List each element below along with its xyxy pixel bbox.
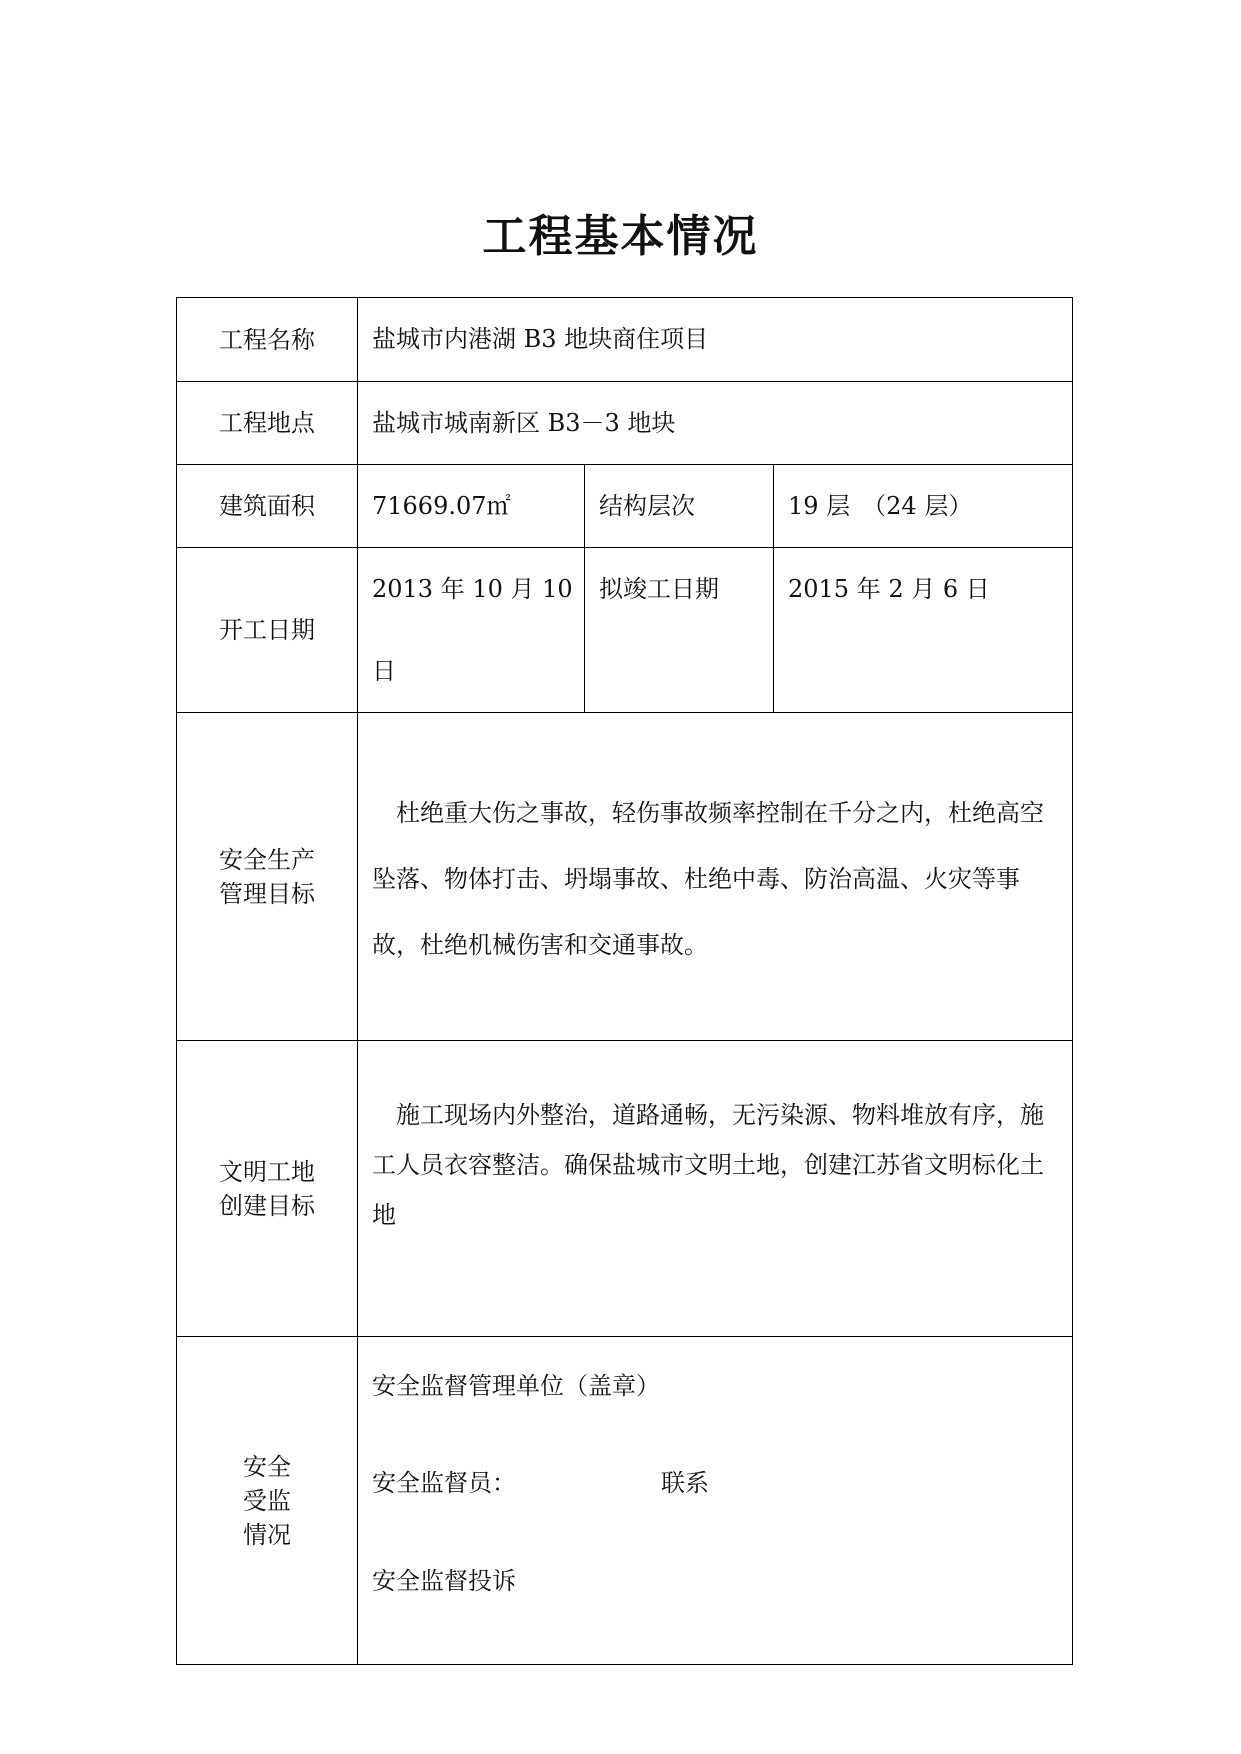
structure-value: 19 层 （24 层） xyxy=(788,492,973,520)
name-label: 工程名称 xyxy=(219,325,315,354)
location-label-cell xyxy=(177,382,357,464)
name-label-cell xyxy=(177,298,357,381)
finish-label: 拟竣工日期 xyxy=(599,575,719,603)
supervision-inspector: 安全监督员： xyxy=(372,1469,516,1497)
area-label: 建筑面积 xyxy=(219,492,315,520)
finish-value: 2015 年 2 月 6 日 xyxy=(788,575,990,603)
name-value: 盐城市内港湖 B3 地块商住项目 xyxy=(372,325,709,353)
table-border-right xyxy=(1072,297,1073,1665)
supervision-complaint: 安全监督投诉 xyxy=(372,1567,516,1595)
table-border-bottom xyxy=(176,1664,1072,1665)
structure-label: 结构层次 xyxy=(599,492,695,520)
safety-label-cell xyxy=(177,713,357,1040)
supervision-label-cell xyxy=(177,1337,357,1664)
start-date-line2: 日 xyxy=(372,657,396,685)
safety-label: 安全生产 管理目标 xyxy=(219,845,315,908)
area-value: 71669.07㎡ xyxy=(372,492,511,520)
civil-label-cell xyxy=(177,1041,357,1336)
location-label: 工程地点 xyxy=(219,409,315,437)
location-value: 盐城市城南新区 B3－3 地块 xyxy=(372,409,676,437)
civil-text: 施工现场内外整治，道路通畅，无污染源、物料堆放有序，施工人员衣容整洁。确保盐城市文明土地，创建江苏省文明标化土地 xyxy=(372,1101,1044,1229)
safety-text: 杜绝重大伤之事故，轻伤事故频率控制在千分之内，杜绝高空坠落、物体打击、坍塌事故、杜绝中毒、防治高温、火灾等事故，杜绝机械伤害和交通事故。 xyxy=(372,799,1044,959)
supervision-unit: 安全监督管理单位（盖章） xyxy=(372,1372,660,1400)
civil-label: 文明工地 创建目标 xyxy=(219,1157,315,1220)
supervision-contact: 联系 xyxy=(661,1469,709,1497)
supervision-label: 安全 受监 情况 xyxy=(243,1452,291,1549)
start-label: 开工日期 xyxy=(219,616,315,644)
start-value xyxy=(358,548,584,712)
start-date-line1: 2013 年 10 月 10 xyxy=(372,575,573,603)
start-label-cell xyxy=(177,548,357,712)
page-title: 工程基本情况 xyxy=(482,211,759,262)
area-label-cell xyxy=(177,465,357,547)
